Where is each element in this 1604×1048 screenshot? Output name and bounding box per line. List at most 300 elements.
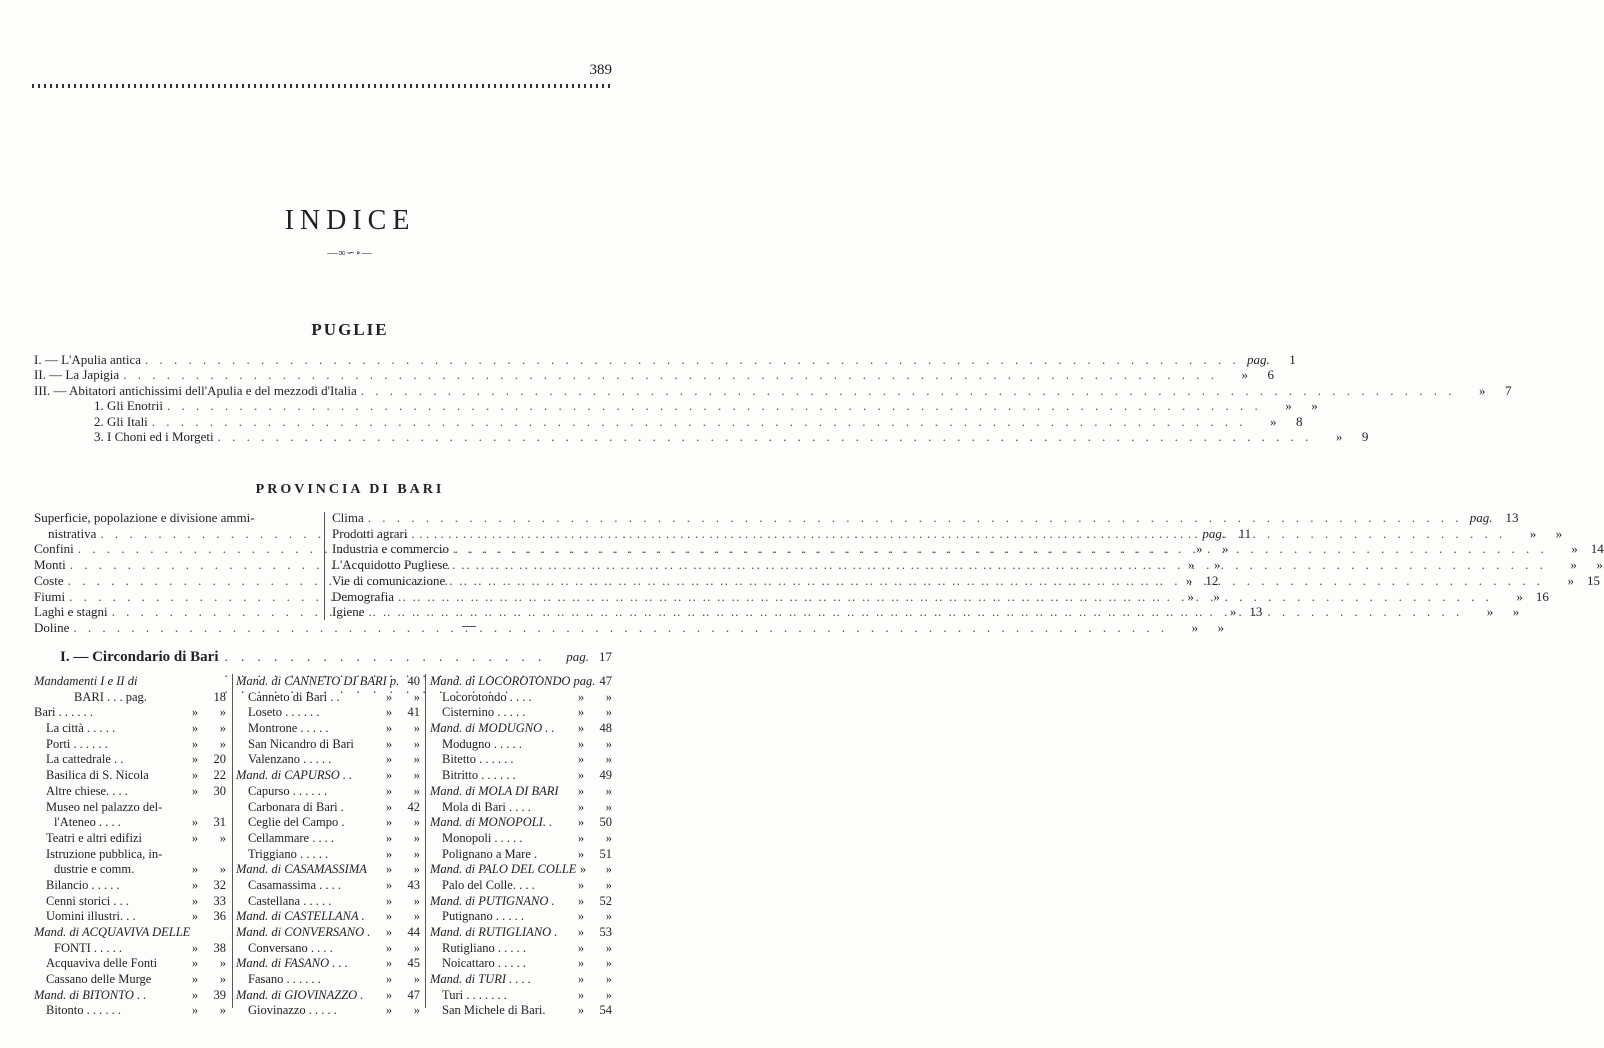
index-column-1 xyxy=(34,674,226,1019)
pag-marker: » xyxy=(1335,429,1343,444)
leader-dots xyxy=(145,352,1240,368)
toc-entry xyxy=(332,557,1603,573)
row-label: Mand. di TURI . . . . xyxy=(430,972,532,987)
entry-label: Demografia xyxy=(332,588,395,604)
leader-dots xyxy=(361,383,1456,399)
row-label: Mand. di MODUGNO . . xyxy=(430,721,555,736)
entry-page: 9 xyxy=(1361,429,1369,444)
entry-page: 13 xyxy=(1505,510,1519,525)
row-page: » xyxy=(413,736,420,751)
entry-label: Superficie, popolazione e divisione ammi- xyxy=(34,510,255,525)
ditto-mark: » xyxy=(191,830,199,845)
index-row xyxy=(34,1003,226,1019)
pag-marker: » xyxy=(1570,557,1577,573)
ditto-mark: » xyxy=(577,689,585,704)
row-page: » xyxy=(413,846,420,861)
entry-page: 11 xyxy=(1238,525,1252,541)
ditto-mark: » xyxy=(577,940,585,955)
leader-dots xyxy=(152,414,1247,430)
row-page: » xyxy=(413,721,420,736)
entry-page: 12 xyxy=(1205,572,1219,588)
row-page: » xyxy=(605,830,612,845)
row-label: Bilancio . . . . . xyxy=(46,877,120,892)
ditto-mark: » xyxy=(577,736,585,751)
row-page: 50 xyxy=(599,815,612,830)
row-page: » xyxy=(413,940,420,955)
row-label: Bitonto . . . . . . xyxy=(46,1003,122,1018)
row-page: » xyxy=(413,752,420,767)
ditto-mark: » xyxy=(577,768,585,783)
row-label: Fasano . . . . . . xyxy=(248,972,321,987)
row-page: » xyxy=(413,815,420,830)
row-page: 32 xyxy=(213,877,226,892)
index-row xyxy=(430,705,612,721)
index-row xyxy=(34,862,226,878)
row-page: » xyxy=(413,862,420,877)
column-divider xyxy=(425,674,426,1008)
ditto-mark: » xyxy=(385,925,393,939)
row-label: Mand. di PALO DEL COLLE xyxy=(430,862,577,877)
ditto-mark: » xyxy=(385,705,393,720)
ditto-mark: » xyxy=(191,815,199,830)
row-page: » xyxy=(605,972,612,987)
row-page: 51 xyxy=(599,846,612,861)
ditto-mark: » xyxy=(577,705,585,720)
index-row xyxy=(430,674,612,690)
index-row xyxy=(430,815,612,831)
entry-label: Industria e commercio xyxy=(332,541,449,557)
index-row xyxy=(430,878,612,894)
index-row xyxy=(430,784,612,800)
index-row xyxy=(236,768,420,784)
index-row xyxy=(34,956,226,972)
row-page: 53 xyxy=(599,925,612,939)
row-page: » xyxy=(413,1003,420,1018)
row-label: Teatri e altri edifizi xyxy=(46,830,142,845)
ditto-mark: » xyxy=(385,721,393,736)
row-label: Basilica di S. Nicola xyxy=(46,768,149,783)
index-row xyxy=(430,800,612,816)
row-label: Canneto di Bari . . xyxy=(248,689,340,704)
index-row xyxy=(236,831,420,847)
index-row xyxy=(34,878,226,894)
row-label: Cenni storici . . . xyxy=(46,893,129,908)
leader-dots xyxy=(398,589,1493,605)
toc-entry xyxy=(34,413,1303,430)
ditto-mark: » xyxy=(577,752,585,767)
index-row xyxy=(236,878,420,894)
index-row xyxy=(34,831,226,847)
row-label: Mand. di ACQUAVIVA DELLE xyxy=(34,925,191,939)
dotted-rule xyxy=(32,84,612,88)
column-divider xyxy=(232,674,233,1008)
index-row xyxy=(236,972,420,988)
pag-marker: » xyxy=(1478,382,1486,398)
row-page: 40 xyxy=(407,674,420,688)
row-page: » xyxy=(219,736,226,751)
pag-marker: » xyxy=(1188,557,1195,573)
row-label: Bitritto . . . . . . xyxy=(442,768,516,783)
row-page: » xyxy=(605,752,612,767)
row-page: » xyxy=(219,956,226,971)
entry-label: I. — L'Apulia antica xyxy=(34,352,142,367)
entry-label: Vie di comunicazione xyxy=(332,572,446,588)
ditto-mark: » xyxy=(577,909,585,924)
index-row xyxy=(34,800,226,816)
row-label: Giovinazzo . . . . . xyxy=(248,1003,337,1018)
pag-marker: » xyxy=(1516,588,1523,604)
entry-page: 7 xyxy=(1504,382,1512,398)
row-page: » xyxy=(413,893,420,908)
index-row xyxy=(236,847,420,863)
ditto-mark: » xyxy=(191,752,199,767)
ditto-mark: » xyxy=(385,987,393,1002)
row-page: » xyxy=(413,972,420,987)
index-row xyxy=(430,941,612,957)
entry-page: » xyxy=(1596,557,1603,573)
entry-page: 8 xyxy=(1296,413,1303,429)
row-label: Mand. di LOCOROTONDO pag. xyxy=(430,674,596,688)
entry-page: » xyxy=(1221,541,1229,557)
ditto-mark: » xyxy=(191,1003,199,1018)
row-label: Acquaviva delle Fonti xyxy=(46,956,158,971)
toc-entry xyxy=(34,398,1318,414)
pag-marker: » xyxy=(1567,572,1575,588)
ditto-mark: » xyxy=(385,877,393,892)
row-page: » xyxy=(413,689,420,704)
index-row xyxy=(236,941,420,957)
row-label: Museo nel palazzo del- xyxy=(46,799,163,814)
index-row xyxy=(236,925,420,941)
row-label: La cattedrale . . xyxy=(46,752,124,767)
row-page: 39 xyxy=(213,987,226,1002)
entry-page: 6 xyxy=(1267,367,1274,383)
index-row xyxy=(236,721,420,737)
entry-label: Confini xyxy=(34,541,74,557)
pag-marker: pag. xyxy=(1202,525,1226,541)
ditto-mark: » xyxy=(191,783,199,798)
index-row xyxy=(430,909,612,925)
row-label: Ceglie del Campo . xyxy=(248,815,345,830)
index-row xyxy=(34,705,226,721)
ditto-mark: » xyxy=(191,877,199,892)
index-row xyxy=(34,690,226,706)
row-label: Rutigliano . . . . . xyxy=(442,940,527,955)
pag-marker: pag. xyxy=(1469,510,1493,525)
row-label: Porti . . . . . . xyxy=(46,736,108,751)
leader-dots xyxy=(453,541,1548,557)
index-row xyxy=(236,956,420,972)
index-row xyxy=(430,752,612,768)
index-row xyxy=(430,721,612,737)
row-label: FONTI . . . . . xyxy=(54,940,123,955)
row-label: Mand. di CONVERSANO . xyxy=(236,925,371,939)
leader-dots xyxy=(449,573,1544,589)
ditto-mark: » xyxy=(191,736,199,751)
leader-dots xyxy=(167,398,1262,414)
entry-label: L'Acquidotto Pugliese xyxy=(332,557,449,573)
ditto-mark: » xyxy=(191,768,199,783)
row-page: 20 xyxy=(213,752,226,767)
ditto-mark: » xyxy=(577,783,585,798)
toc-entry xyxy=(34,429,1369,445)
ditto-mark: » xyxy=(385,940,393,955)
entry-page: » xyxy=(1214,557,1221,573)
ditto-mark: » xyxy=(577,830,585,845)
ditto-mark: » xyxy=(191,721,199,736)
row-label: Triggiano . . . . . xyxy=(248,846,329,861)
ditto-mark: » xyxy=(385,736,393,751)
row-label: Capurso . . . . . . xyxy=(248,783,328,798)
ditto-mark: » xyxy=(577,877,585,892)
index-row xyxy=(430,925,612,941)
row-page: 54 xyxy=(599,1003,612,1018)
row-label: Mand. di MONOPOLI. . xyxy=(430,815,553,830)
toc-entry xyxy=(34,367,1274,383)
row-page: » xyxy=(605,862,612,877)
leader-dots xyxy=(368,604,1463,620)
row-label: Mand. di CAPURSO . . xyxy=(236,768,353,783)
ditto-mark: » xyxy=(191,909,199,924)
index-row xyxy=(430,737,612,753)
row-label: San Michele di Bari. xyxy=(442,1003,546,1018)
index-row xyxy=(430,847,612,863)
row-label: Mand. di RUTIGLIANO . xyxy=(430,925,558,939)
row-page: » xyxy=(605,956,612,971)
provincia-heading: PROVINCIA DI BARI xyxy=(255,482,445,497)
row-label: Istruzione pubblica, in- xyxy=(46,846,163,861)
ditto-mark: » xyxy=(577,799,585,814)
ditto-mark: » xyxy=(577,1003,585,1018)
ditto-mark: » xyxy=(191,956,199,971)
ditto-mark: » xyxy=(191,972,199,987)
entry-label: nistrativa xyxy=(48,525,97,541)
index-row xyxy=(34,925,226,941)
page-title: INDICE xyxy=(284,205,416,236)
row-label: Loseto . . . . . . xyxy=(248,705,320,720)
ditto-mark: » xyxy=(385,956,393,971)
index-column-2 xyxy=(236,674,420,1019)
row-page: 47 xyxy=(407,987,420,1002)
row-page: 45 xyxy=(407,956,420,971)
row-label: Palo del Colle. . . . xyxy=(442,877,535,892)
row-label: Noicattaro . . . . . xyxy=(442,956,527,971)
entry-label: 1. Gli Enotrii xyxy=(94,398,163,414)
row-label: Mand. di CASAMASSIMA xyxy=(236,862,367,877)
entry-page: 15 xyxy=(1587,572,1601,588)
ditto-mark: » xyxy=(577,925,585,939)
ditto-mark: » xyxy=(385,815,393,830)
ditto-mark: » xyxy=(577,721,585,736)
ditto-mark: » xyxy=(577,956,585,971)
row-label: Putignano . . . . . xyxy=(442,909,524,924)
ditto-mark: » xyxy=(579,862,587,877)
row-label: La città . . . . . xyxy=(46,721,116,736)
ditto-mark: » xyxy=(385,909,393,924)
entry-label: II. — La Japigia xyxy=(34,367,120,383)
leader-dots xyxy=(123,367,1218,383)
index-row xyxy=(236,1003,420,1019)
row-page: 22 xyxy=(213,768,226,783)
row-page: » xyxy=(413,768,420,783)
ditto-mark: » xyxy=(385,846,393,861)
row-label: Altre chiese. . . . xyxy=(46,783,128,798)
row-page: 42 xyxy=(407,799,420,814)
index-row xyxy=(430,831,612,847)
pag-marker: » xyxy=(1529,525,1537,541)
pag-marker: » xyxy=(1285,398,1292,414)
ditto-mark: » xyxy=(577,846,585,861)
toc-entry xyxy=(332,588,1549,605)
index-row xyxy=(236,737,420,753)
pag-marker: » xyxy=(1571,541,1578,557)
pag-marker: » xyxy=(1185,572,1193,588)
row-page: 31 xyxy=(213,815,226,830)
entry-page: » xyxy=(1217,619,1225,635)
index-row xyxy=(236,752,420,768)
index-row xyxy=(236,909,420,925)
row-label: Montrone . . . . . xyxy=(248,721,329,736)
pag-marker: » xyxy=(1486,604,1494,620)
ditto-mark: » xyxy=(385,862,393,877)
ditto-mark: » xyxy=(191,705,199,720)
row-label: Mand. di CANNETO DI BARI p. xyxy=(236,674,400,688)
row-label: Turi . . . . . . . xyxy=(442,987,507,1002)
entry-label: Clima xyxy=(332,510,364,525)
row-page: » xyxy=(219,721,226,736)
entry-label: Coste xyxy=(34,572,64,588)
entry-label: Laghi e stagni xyxy=(34,604,108,620)
row-label: Cellammare . . . . xyxy=(248,830,335,845)
index-row xyxy=(34,909,226,925)
index-row xyxy=(34,752,226,768)
circondario-label: I. — Circondario di Bari xyxy=(60,649,219,665)
row-label: Modugno . . . . . xyxy=(442,736,522,751)
row-page: 36 xyxy=(213,909,226,924)
row-page: » xyxy=(605,705,612,720)
entry-page: » xyxy=(1311,398,1318,414)
ditto-mark: » xyxy=(385,972,393,987)
index-row xyxy=(236,862,420,878)
leader-dots xyxy=(73,620,1168,636)
entry-label: Fiumi xyxy=(34,588,66,604)
row-label: Cisternino . . . . . xyxy=(442,705,526,720)
index-row xyxy=(430,768,612,784)
index-row xyxy=(236,705,420,721)
row-label: Mand. di MOLA DI BARI xyxy=(430,783,559,798)
index-row xyxy=(236,800,420,816)
row-label: Conversano . . . . xyxy=(248,940,333,955)
index-row xyxy=(236,894,420,910)
row-page: » xyxy=(219,705,226,720)
row-label: dustrie e comm. xyxy=(54,862,135,877)
row-page: » xyxy=(605,987,612,1002)
row-page: » xyxy=(219,972,226,987)
entry-page: » xyxy=(1213,588,1220,604)
row-label: BARI . . . pag. xyxy=(74,689,147,704)
entry-page: 14 xyxy=(1590,541,1604,557)
row-page: » xyxy=(605,736,612,751)
index-row xyxy=(34,737,226,753)
ditto-mark: » xyxy=(385,893,393,908)
index-row xyxy=(430,690,612,706)
index-row xyxy=(34,721,226,737)
row-page: » xyxy=(605,689,612,704)
row-label: Mand. di BITONTO . . xyxy=(34,987,147,1002)
row-label: Carbonara di Bari . xyxy=(248,799,344,814)
index-row xyxy=(34,784,226,800)
entry-page: » xyxy=(1555,525,1563,541)
row-label: Mand. di GIOVINAZZO . xyxy=(236,987,364,1002)
entry-page: 13 xyxy=(1249,604,1263,620)
row-page: » xyxy=(605,799,612,814)
row-page: » xyxy=(219,1003,226,1018)
row-page: 41 xyxy=(407,705,420,720)
puglie-heading: PUGLIE xyxy=(311,320,389,339)
row-page: 43 xyxy=(407,877,420,892)
index-row xyxy=(34,972,226,988)
row-page: » xyxy=(219,830,226,845)
row-label: Bitetto . . . . . . xyxy=(442,752,514,767)
row-label: Polignano a Mare . xyxy=(442,846,538,861)
row-label: Mand. di FASANO . . . xyxy=(236,956,348,971)
row-label: San Nicandro di Bari xyxy=(248,736,354,751)
row-label: Valenzano . . . . . xyxy=(248,752,332,767)
index-row xyxy=(430,1003,612,1019)
row-page: 49 xyxy=(599,768,612,783)
entry-label: 2. Gli Itali xyxy=(94,413,148,429)
circondario-page: 17 xyxy=(599,649,612,664)
row-page: 33 xyxy=(213,893,226,908)
index-row xyxy=(34,941,226,957)
index-row xyxy=(430,972,612,988)
index-row xyxy=(34,847,226,863)
pag-marker: » xyxy=(1191,619,1199,635)
pag-marker: pag. xyxy=(1247,352,1270,367)
pag-marker: » xyxy=(1229,604,1237,620)
index-row xyxy=(34,894,226,910)
ditto-mark: » xyxy=(385,830,393,845)
ditto-mark: » xyxy=(191,987,199,1002)
index-row xyxy=(34,768,226,784)
row-page: 38 xyxy=(213,940,226,955)
entry-label: Prodotti agrari xyxy=(332,525,408,541)
row-page: » xyxy=(413,783,420,798)
entry-label: 3. I Choni ed i Morgeti xyxy=(94,429,214,444)
ditto-mark: » xyxy=(385,783,393,798)
row-label: Locorotondo . . . . xyxy=(442,689,532,704)
row-page: 47 xyxy=(599,674,612,688)
index-row xyxy=(430,862,612,878)
ditto-mark: » xyxy=(577,815,585,830)
title-ornament: —∞∽∘— xyxy=(327,248,373,259)
entry-page: 16 xyxy=(1535,588,1549,604)
ditto-mark: » xyxy=(577,893,585,908)
row-label: Casamassima . . . . xyxy=(248,877,342,892)
row-label: Mandamenti I e II di xyxy=(34,674,138,688)
entry-label: Doline xyxy=(34,619,70,635)
row-page: » xyxy=(605,909,612,924)
toc-entry xyxy=(34,510,318,526)
pag-marker: » xyxy=(1270,413,1277,429)
ditto-mark: » xyxy=(385,768,393,783)
row-page: 44 xyxy=(407,925,420,939)
entry-page: » xyxy=(1512,604,1520,620)
index-row xyxy=(236,988,420,1004)
index-row xyxy=(430,988,612,1004)
row-label: Mola di Bari . . . . xyxy=(442,799,531,814)
leader-dots xyxy=(452,557,1547,573)
